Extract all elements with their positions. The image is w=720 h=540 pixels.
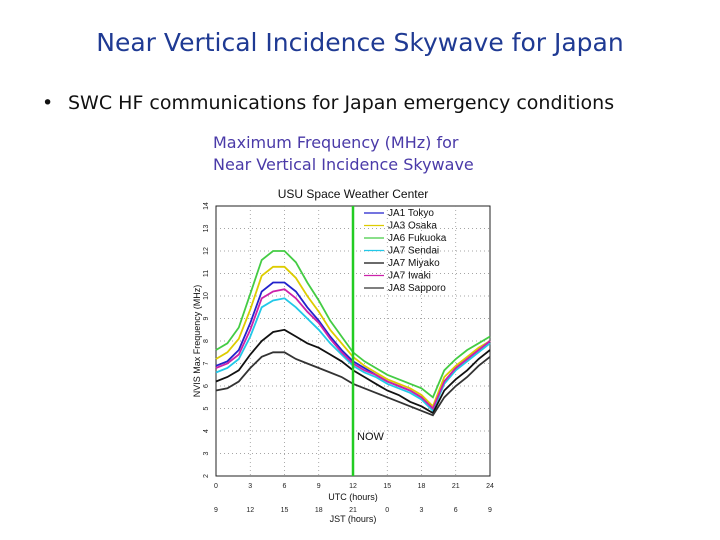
x2-tick-label: 6 <box>453 507 458 514</box>
x-tick-label: 15 <box>383 483 392 490</box>
y-tick-label: 3 <box>203 451 210 456</box>
x2-tick-label: 9 <box>214 507 218 514</box>
bullet-item <box>42 92 614 114</box>
x-tick-label: 3 <box>248 483 253 490</box>
legend-label: JA3 Osaka <box>388 220 437 232</box>
y-tick-label: 14 <box>203 202 210 210</box>
bullet-icon: • <box>42 92 54 114</box>
nvis-chart <box>190 182 510 532</box>
bullet-text: SWC HF communications for Japan emergency conditions <box>68 92 615 114</box>
slide-title: Near Vertical Incidence Skywave for Japan <box>96 28 624 57</box>
legend-label: JA1 Tokyo <box>388 208 434 219</box>
chart-title: USU Space Weather Center <box>277 187 429 201</box>
legend-label: JA7 Miyako <box>388 258 440 269</box>
x-tick-label: 21 <box>451 483 460 490</box>
x-tick-label: 9 <box>316 483 321 490</box>
y-tick-label: 8 <box>203 339 210 343</box>
x-tick-label: 12 <box>349 483 357 490</box>
y-axis-label: NVIS Max Frequency (MHz) <box>192 284 202 398</box>
x2-tick-label: 15 <box>280 507 289 514</box>
x2-tick-label: 18 <box>314 507 323 514</box>
y-tick-label: 11 <box>203 269 210 278</box>
x2-tick-label: 9 <box>488 507 492 514</box>
x2-tick-label: 12 <box>246 507 255 514</box>
x2-tick-label: 3 <box>419 507 424 514</box>
chart-caption <box>213 132 474 176</box>
y-tick-label: 7 <box>203 361 210 366</box>
x-tick-label: 6 <box>282 483 287 490</box>
x2-tick-label: 0 <box>385 507 390 514</box>
x-tick-label: 18 <box>417 483 426 490</box>
y-tick-label: 13 <box>203 224 210 233</box>
y-tick-label: 9 <box>203 316 210 321</box>
x-tick-label: 0 <box>214 483 218 490</box>
y-tick-label: 5 <box>203 406 210 411</box>
y-tick-label: 4 <box>203 429 210 433</box>
y-tick-label: 12 <box>203 247 210 255</box>
caption-line-1: Maximum Frequency (MHz) for <box>213 133 459 152</box>
now-marker-label: NOW <box>357 431 384 443</box>
caption-line-2: Near Vertical Incidence Skywave <box>213 155 474 174</box>
x-tick-label: 24 <box>486 483 494 490</box>
legend-label: JA7 Sendai <box>388 245 440 257</box>
x-axis-label: UTC (hours) <box>328 492 378 502</box>
y-tick-label: 10 <box>203 292 210 300</box>
y-tick-label: 6 <box>203 384 210 388</box>
x2-tick-label: 21 <box>349 507 357 514</box>
legend-label: JA7 Iwaki <box>388 270 431 282</box>
y-tick-label: 2 <box>203 474 210 478</box>
legend-label: JA6 Fukuoka <box>388 233 447 244</box>
x2-axis-label: JST (hours) <box>329 514 377 524</box>
legend-label: JA8 Sapporo <box>388 283 446 294</box>
